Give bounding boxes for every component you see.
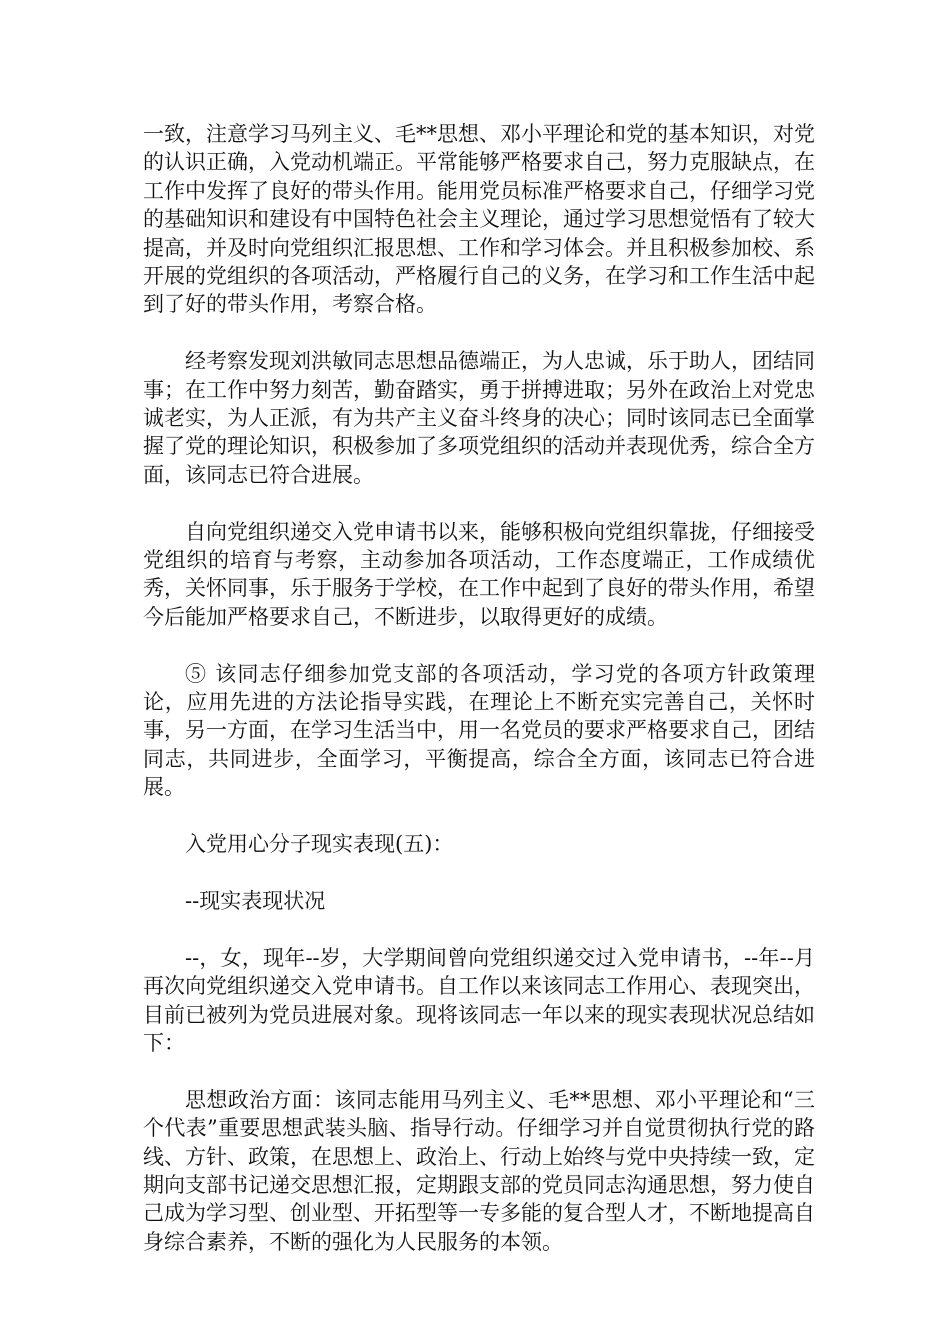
paragraph-inspection-findings: 经考察发现刘洪敏同志思想品德端正，为人忠诚，乐于助人，团结同事；在工作中努力刻苦，勤奋踏实，勇于拼搏进取；另外在政治上对党忠诚老实，为人正派，有为共产主义奋斗终身的决心；同时该同志已全面掌握了党的理论知识，积极参加了多项党组织的活动并表现优秀，综合全方面，该同志已符合进展。 <box>143 349 815 487</box>
paragraph-branch-activities: ⑤ 该同志仔细参加党支部的各项活动，学习党的各项方针政策理论，应用先进的方法论指导实践，在理论上不断充实完善自己，关怀时事，另一方面，在学习生活当中，用一名党员的要求严格要求自己，团结同志，共同进步，全面学习，平衡提高，综合全方面，该同志已符合进展。 <box>143 661 815 800</box>
paragraph-personal-background: --，女，现年--岁，大学期间曾向党组织递交过入党申请书，--年--月再次向党组织递交入党申请书。自工作以来该同志工作用心、表现突出，目前已被列为党员进展对象。现将该同志一年以来的现实表现状况总结如下： <box>143 945 815 1055</box>
section-heading-activist-performance: 入党用心分子现实表现(五)： <box>185 832 454 857</box>
section-subheading-performance-status: --现实表现状况 <box>185 888 326 913</box>
paragraph-ideological-political: 思想政治方面：该同志能用马列主义、毛**思想、邓小平理论和“三个代表”重要思想武装头脑、指导行动。仔细学习并自觉贯彻执行党的路线、方针、政策，在思想上、政治上、行动上始终与党中央持续一致，定期向支部书记递交思想汇报，定期跟支部的党员同志沟通思想，努力使自己成为学习型、创业型、开拓型等一专多能的复合型人才，不断地提高自身综合素养，不断的强化为人民服务的本领。 <box>143 1087 815 1254</box>
paragraph-since-application: 自向党组织递交入党申请书以来，能够积极向党组织靠拢，仔细接受党组织的培育与考察，主动参加各项活动，工作态度端正，工作成绩优秀，关怀同事，乐于服务于学校，在工作中起到了良好的带头作用，希望今后能加严格要求自己，不断进步，以取得更好的成绩。 <box>143 519 815 629</box>
paragraph-party-knowledge: 一致，注意学习马列主义、毛**思想、邓小平理论和党的基本知识，对党的认识正确，入党动机端正。平常能够严格要求自己，努力克服缺点，在工作中发挥了良好的带头作用。能用党员标准严格要求自己，仔细学习党的基础知识和建设有中国特色社会主义理论，通过学习思想觉悟有了较大提高，并及时向党组织汇报思想、工作和学习体会。并且积极参加校、系开展的党组织的各项活动，严格履行自己的义务，在学习和工作生活中起到了好的带头作用，考察合格。 <box>143 122 815 317</box>
document-body <box>143 120 815 1285</box>
